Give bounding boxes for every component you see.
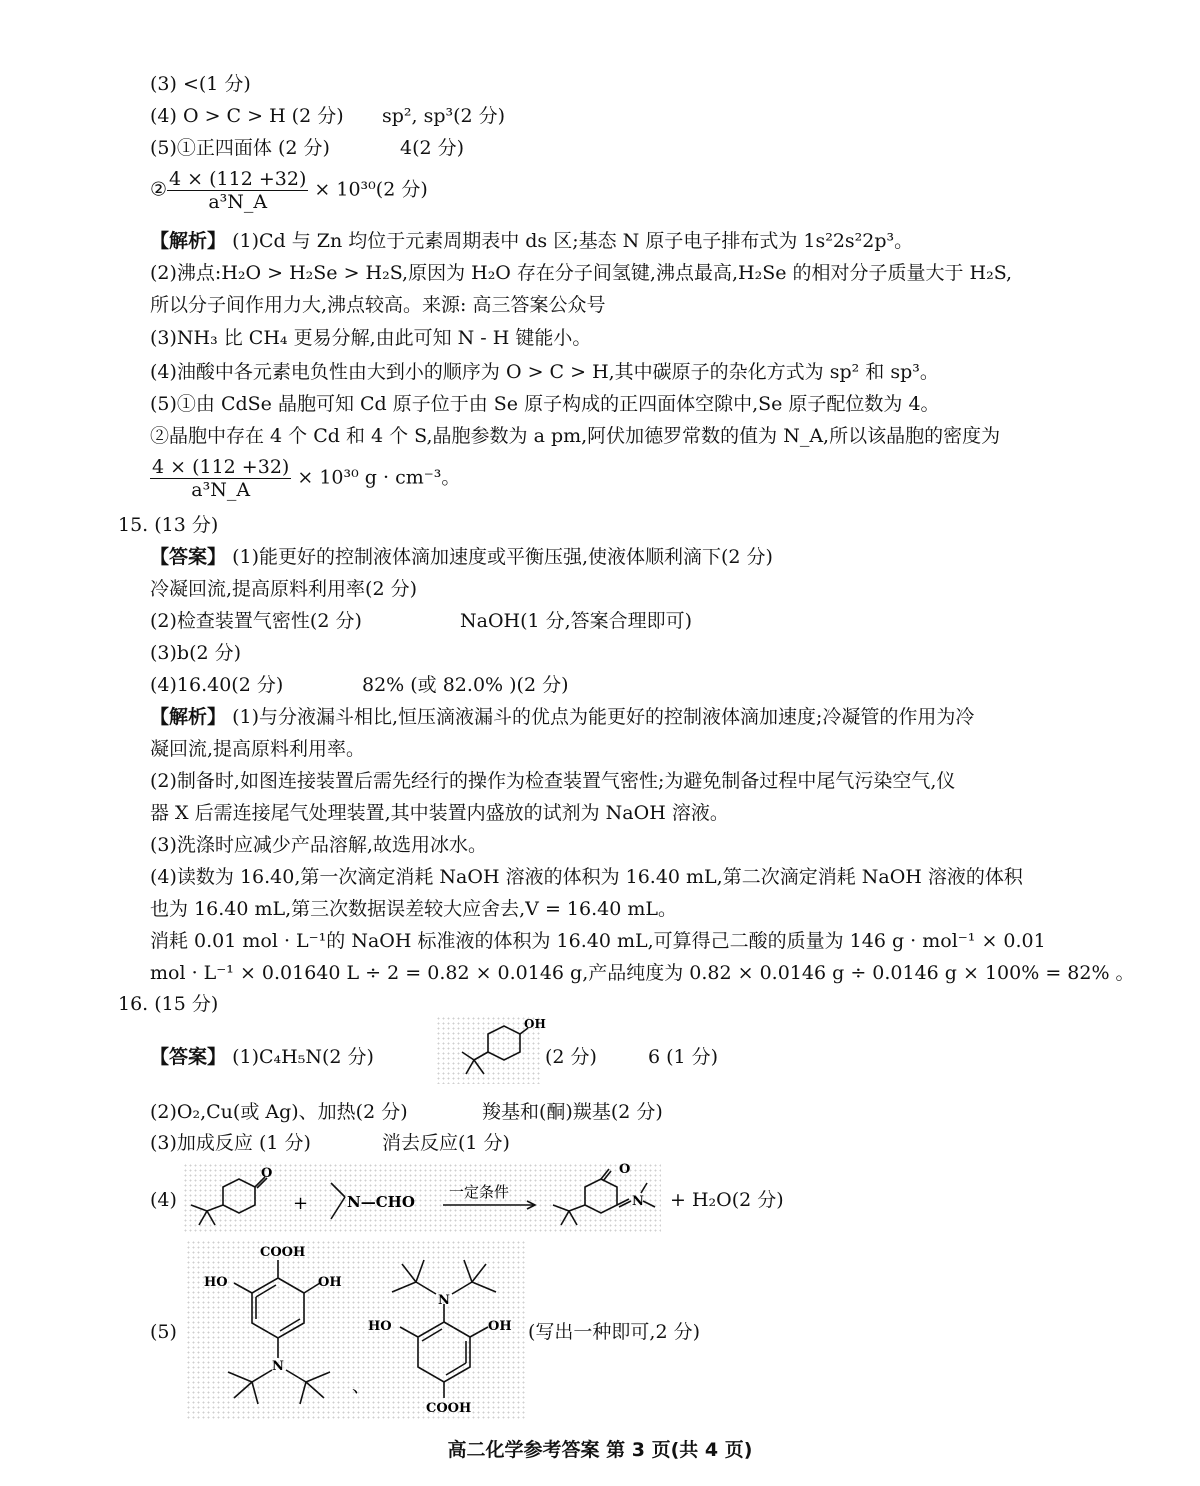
q15-analysis-4b: 也为 16.40 mL,第三次数据误差较大应舍去,V = 16.40 mL。 xyxy=(150,898,677,920)
q15-answer-1b: 冷凝回流,提高原料利用率(2 分) xyxy=(150,578,417,600)
q16-answer-2b: 羧基和(酮)羰基(2 分) xyxy=(482,1101,663,1123)
q15-analysis-2a: (2)制备时,如图连接装置后需先经行的操作为检查装置气密性;为避免制备过程中尾气污染空气,仪 xyxy=(150,770,956,792)
q15-analysis-3: (3)洗涤时应减少产品溶解,故选用冰水。 xyxy=(150,834,487,856)
analysis-tag: 【解析】 xyxy=(150,230,227,252)
q16-title: 16. (15 分) xyxy=(118,993,219,1015)
q16-answer-2a: (2)O₂,Cu(或 Ag)、加热(2 分) xyxy=(150,1101,408,1123)
reaction-condition: 一定条件 xyxy=(449,1183,510,1201)
density-fraction-2 xyxy=(150,456,291,501)
product-nitrogen-label: N xyxy=(632,1194,644,1209)
isomer-separator: 、 xyxy=(352,1376,370,1397)
q15-answer-4a: (4)16.40(2 分) xyxy=(150,674,284,696)
q15-answer-3: (3)b(2 分) xyxy=(150,642,242,664)
q16-answer-1c: 6 (1 分) xyxy=(648,1046,719,1068)
q16-answer-1a-text: (1)C₄H₅N(2 分) xyxy=(232,1046,374,1068)
q14-answer-5a: (5)①正四面体 (2 分) xyxy=(150,137,330,159)
analysis-tag-2: 【解析】 xyxy=(150,706,227,728)
q15-analysis-1a-text: (1)与分液漏斗相比,恒压滴液漏斗的优点为能更好的控制液体滴加速度;冷凝管的作用为冷 xyxy=(232,706,975,728)
oh-label-1: OH xyxy=(318,1275,342,1290)
q15-answer-1-text: (1)能更好的控制液体滴加速度或平衡压强,使液体顺利滴下(2 分) xyxy=(232,546,773,568)
answer-tag-2: 【答案】 xyxy=(150,1046,227,1068)
q15-analysis-4a: (4)读数为 16.40,第一次滴定消耗 NaOH 溶液的体积为 16.40 mL,第二次滴定消耗 NaOH 溶液的体积 xyxy=(150,866,1023,888)
q14-answer-5c-suffix: × 10³⁰(2 分) xyxy=(314,178,428,201)
fraction-numerator-2: 4 × (112 +32) xyxy=(152,456,290,478)
fraction-numerator: 4 × (112 +32) xyxy=(169,168,307,190)
density-fraction xyxy=(167,168,308,213)
q14-analysis-1 xyxy=(150,229,913,253)
fraction-denominator: a³N_A xyxy=(208,191,268,213)
isomer-structures xyxy=(186,1240,526,1420)
tert-butylcyclohexanol-structure xyxy=(436,1016,546,1084)
q14-analysis-5b: ②晶胞中存在 4 个 Cd 和 4 个 S,晶胞参数为 a pm,阿伏加德罗常数的值为 N_A,所以该晶胞的密度为 xyxy=(150,425,1001,447)
q15-answer-2a: (2)检查装置气密性(2 分) xyxy=(150,610,362,632)
q15-analysis-2b: 器 X 后需连接尾气处理装置,其中装置内盛放的试剂为 NaOH 溶液。 xyxy=(150,802,729,824)
q15-analysis-1b: 凝回流,提高原料利用率。 xyxy=(150,738,366,760)
q16-answer-1b: (2 分) xyxy=(545,1046,597,1068)
q14-answer-4a: (4) O > C > H (2 分) xyxy=(150,105,344,127)
q15-answer-4b: 82% (或 82.0% )(2 分) xyxy=(362,674,569,696)
n-label-1: N xyxy=(272,1359,284,1374)
q14-answer-3: (3) <(1 分) xyxy=(150,73,251,95)
dmf-formula: N—CHO xyxy=(347,1193,415,1211)
q16-answer-4-suffix: + H₂O(2 分) xyxy=(670,1189,784,1211)
product-oxygen-label: O xyxy=(619,1162,631,1177)
ho-label-1: HO xyxy=(204,1275,228,1290)
q14-analysis-5c xyxy=(150,456,460,501)
q14-analysis-2a: (2)沸点:H₂O > H₂Se > H₂S,原因为 H₂O 存在分子间氢键,沸点最高,H₂Se 的相对分子质量大于 H₂S, xyxy=(150,262,1013,284)
q16-answer-5-label: (5) xyxy=(150,1321,177,1343)
q14-answer-5c xyxy=(150,168,428,213)
q14-analysis-5a: (5)①由 CdSe 晶胞可知 Cd 原子位于由 Se 原子构成的正四面体空隙中,Se 原子配位数为 4。 xyxy=(150,393,940,415)
ketone-oxygen-label: O xyxy=(261,1166,273,1181)
q15-title: 15. (13 分) xyxy=(118,514,219,536)
cooh-label-1: COOH xyxy=(260,1245,306,1260)
q14-analysis-3: (3)NH₃ 比 CH₄ 更易分解,由此可知 N - H 键能小。 xyxy=(150,327,592,349)
q16-answer-5-suffix: (写出一种即可,2 分) xyxy=(528,1321,700,1343)
q16-answer-3a: (3)加成反应 (1 分) xyxy=(150,1132,311,1154)
q14-answer-5c-prefix: ② xyxy=(150,178,168,201)
q15-answer-1 xyxy=(150,545,773,569)
cooh-label-2: COOH xyxy=(426,1401,472,1416)
q15-analysis-1a xyxy=(150,705,974,729)
page-footer: 高二化学参考答案 第 3 页(共 4 页) xyxy=(447,1439,753,1461)
q14-answer-4b: sp², sp³(2 分) xyxy=(382,105,506,127)
fraction-denominator-2: a³N_A xyxy=(191,479,251,501)
reaction-scheme xyxy=(183,1163,661,1233)
q14-analysis-4: (4)油酸中各元素电负性由大到小的顺序为 O > C > H,其中碳原子的杂化方式为 sp² 和 sp³。 xyxy=(150,361,939,383)
oh-label: OH xyxy=(524,1017,546,1031)
q14-analysis-2b: 所以分子间作用力大,沸点较高。来源: 高三答案公众号 xyxy=(150,294,606,316)
plus-sign: + xyxy=(293,1193,309,1214)
q15-answer-2b: NaOH(1 分,答案合理即可) xyxy=(460,610,693,632)
q16-answer-1a xyxy=(150,1045,374,1069)
q14-analysis-5c-suffix: × 10³⁰ g · cm⁻³。 xyxy=(297,466,461,489)
answer-tag: 【答案】 xyxy=(150,546,227,568)
q16-answer-4-label: (4) xyxy=(150,1189,177,1211)
q15-analysis-4c: 消耗 0.01 mol · L⁻¹的 NaOH 标准液的体积为 16.40 mL,可算得己二酸的质量为 146 g · mol⁻¹ × 0.01 xyxy=(150,930,1046,952)
q14-answer-5b: 4(2 分) xyxy=(400,137,465,159)
q15-analysis-4d: mol · L⁻¹ × 0.01640 L ÷ 2 = 0.82 × 0.0146 g,产品纯度为 0.82 × 0.0146 g ÷ 0.0146 g × 100% = 82% 。 xyxy=(150,962,1135,984)
oh-label-2: OH xyxy=(488,1319,512,1334)
q16-answer-3b: 消去反应(1 分) xyxy=(382,1132,510,1154)
n-label-2: N xyxy=(438,1293,450,1308)
q14-analysis-1-text: (1)Cd 与 Zn 均位于元素周期表中 ds 区;基态 N 原子电子排布式为 1s²2s²2p³。 xyxy=(232,230,914,252)
ho-label-2: HO xyxy=(368,1319,392,1334)
